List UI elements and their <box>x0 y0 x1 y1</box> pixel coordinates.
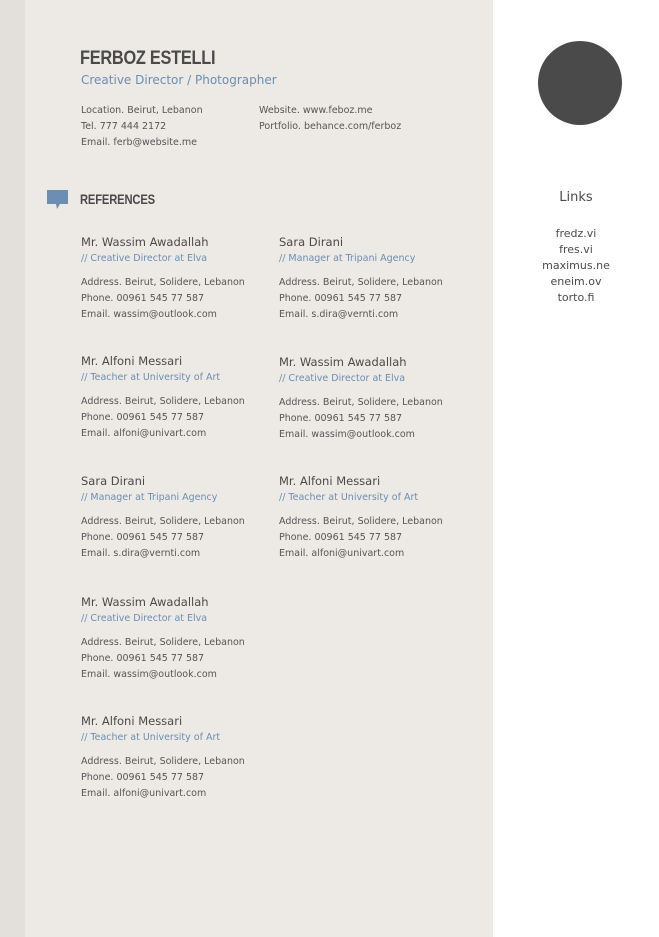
reference-entry <box>81 473 281 562</box>
reference-phone: Phone. 00961 545 77 587 <box>279 532 403 543</box>
reference-entry <box>81 713 281 802</box>
reference-role: // Manager at Tripani Agency <box>81 492 218 503</box>
reference-phone: Phone. 00961 545 77 587 <box>279 293 403 304</box>
reference-role: // Teacher at University of Art <box>81 732 221 743</box>
reference-role: // Creative Director at Elva <box>81 253 208 264</box>
sidebar-panel <box>493 0 659 937</box>
reference-entry <box>279 354 479 443</box>
reference-phone: Phone. 00961 545 77 587 <box>81 532 205 543</box>
reference-name: Mr. Wassim Awadallah <box>81 235 209 249</box>
section-title-references: REFERENCES <box>80 191 155 207</box>
reference-email[interactable]: Email. alfoni@univart.com <box>81 788 207 799</box>
reference-address: Address. Beirut, Solidere, Lebanon <box>81 756 245 767</box>
person-name: FERBOZ ESTELLI <box>80 48 216 69</box>
avatar <box>538 41 622 125</box>
contact-portfolio[interactable]: Portfolio. behance.com/ferboz <box>259 121 402 132</box>
reference-address: Address. Beirut, Solidere, Lebanon <box>81 637 245 648</box>
reference-address: Address. Beirut, Solidere, Lebanon <box>279 516 443 527</box>
reference-entry <box>279 473 479 562</box>
reference-address: Address. Beirut, Solidere, Lebanon <box>279 397 443 408</box>
link-item[interactable]: fres.vi <box>559 243 593 256</box>
reference-phone: Phone. 00961 545 77 587 <box>81 293 205 304</box>
reference-email[interactable]: Email. alfoni@univart.com <box>279 548 405 559</box>
reference-entry <box>279 234 479 323</box>
reference-address: Address. Beirut, Solidere, Lebanon <box>81 277 245 288</box>
reference-email[interactable]: Email. wassim@outlook.com <box>279 429 415 440</box>
reference-name: Mr. Wassim Awadallah <box>81 595 209 609</box>
reference-role: // Creative Director at Elva <box>279 373 406 384</box>
link-item[interactable]: eneim.ov <box>550 275 602 288</box>
reference-phone: Phone. 00961 545 77 587 <box>279 413 403 424</box>
reference-role: // Teacher at University of Art <box>81 372 221 383</box>
contact-tel: Tel. 777 444 2172 <box>81 121 167 132</box>
contact-website[interactable]: Website. www.feboz.me <box>259 105 373 116</box>
reference-role: // Manager at Tripani Agency <box>279 253 416 264</box>
reference-address: Address. Beirut, Solidere, Lebanon <box>81 516 245 527</box>
contact-location: Location. Beirut, Lebanon <box>81 105 203 116</box>
contact-email[interactable]: Email. ferb@website.me <box>81 137 197 148</box>
contact-right <box>259 103 401 135</box>
reference-phone: Phone. 00961 545 77 587 <box>81 772 205 783</box>
reference-address: Address. Beirut, Solidere, Lebanon <box>279 277 443 288</box>
reference-email[interactable]: Email. wassim@outlook.com <box>81 669 217 680</box>
reference-address: Address. Beirut, Solidere, Lebanon <box>81 396 245 407</box>
reference-phone: Phone. 00961 545 77 587 <box>81 412 205 423</box>
link-item[interactable]: fredz.vi <box>555 227 597 240</box>
reference-name: Mr. Alfoni Messari <box>81 354 183 368</box>
contact-left <box>81 103 203 151</box>
reference-name: Sara Dirani <box>279 235 344 249</box>
person-role: Creative Director / Photographer <box>81 73 277 87</box>
reference-email[interactable]: Email. s.dira@vernti.com <box>279 309 399 320</box>
links-list <box>493 226 659 306</box>
reference-name: Sara Dirani <box>81 474 146 488</box>
reference-name: Mr. Alfoni Messari <box>81 714 183 728</box>
link-item[interactable]: torto.fi <box>557 291 595 304</box>
reference-phone: Phone. 00961 545 77 587 <box>81 653 205 664</box>
reference-role: // Teacher at University of Art <box>279 492 419 503</box>
reference-name: Mr. Wassim Awadallah <box>279 355 407 369</box>
speech-bubble-icon <box>47 190 68 209</box>
reference-email[interactable]: Email. alfoni@univart.com <box>81 428 207 439</box>
left-stripe <box>0 0 25 937</box>
reference-entry <box>81 353 281 442</box>
reference-entry <box>81 234 281 323</box>
reference-email[interactable]: Email. s.dira@vernti.com <box>81 548 201 559</box>
reference-name: Mr. Alfoni Messari <box>279 474 381 488</box>
reference-entry <box>81 594 281 683</box>
link-item[interactable]: maximus.ne <box>542 259 610 272</box>
reference-email[interactable]: Email. wassim@outlook.com <box>81 309 217 320</box>
links-title: Links <box>559 190 593 205</box>
reference-role: // Creative Director at Elva <box>81 613 208 624</box>
